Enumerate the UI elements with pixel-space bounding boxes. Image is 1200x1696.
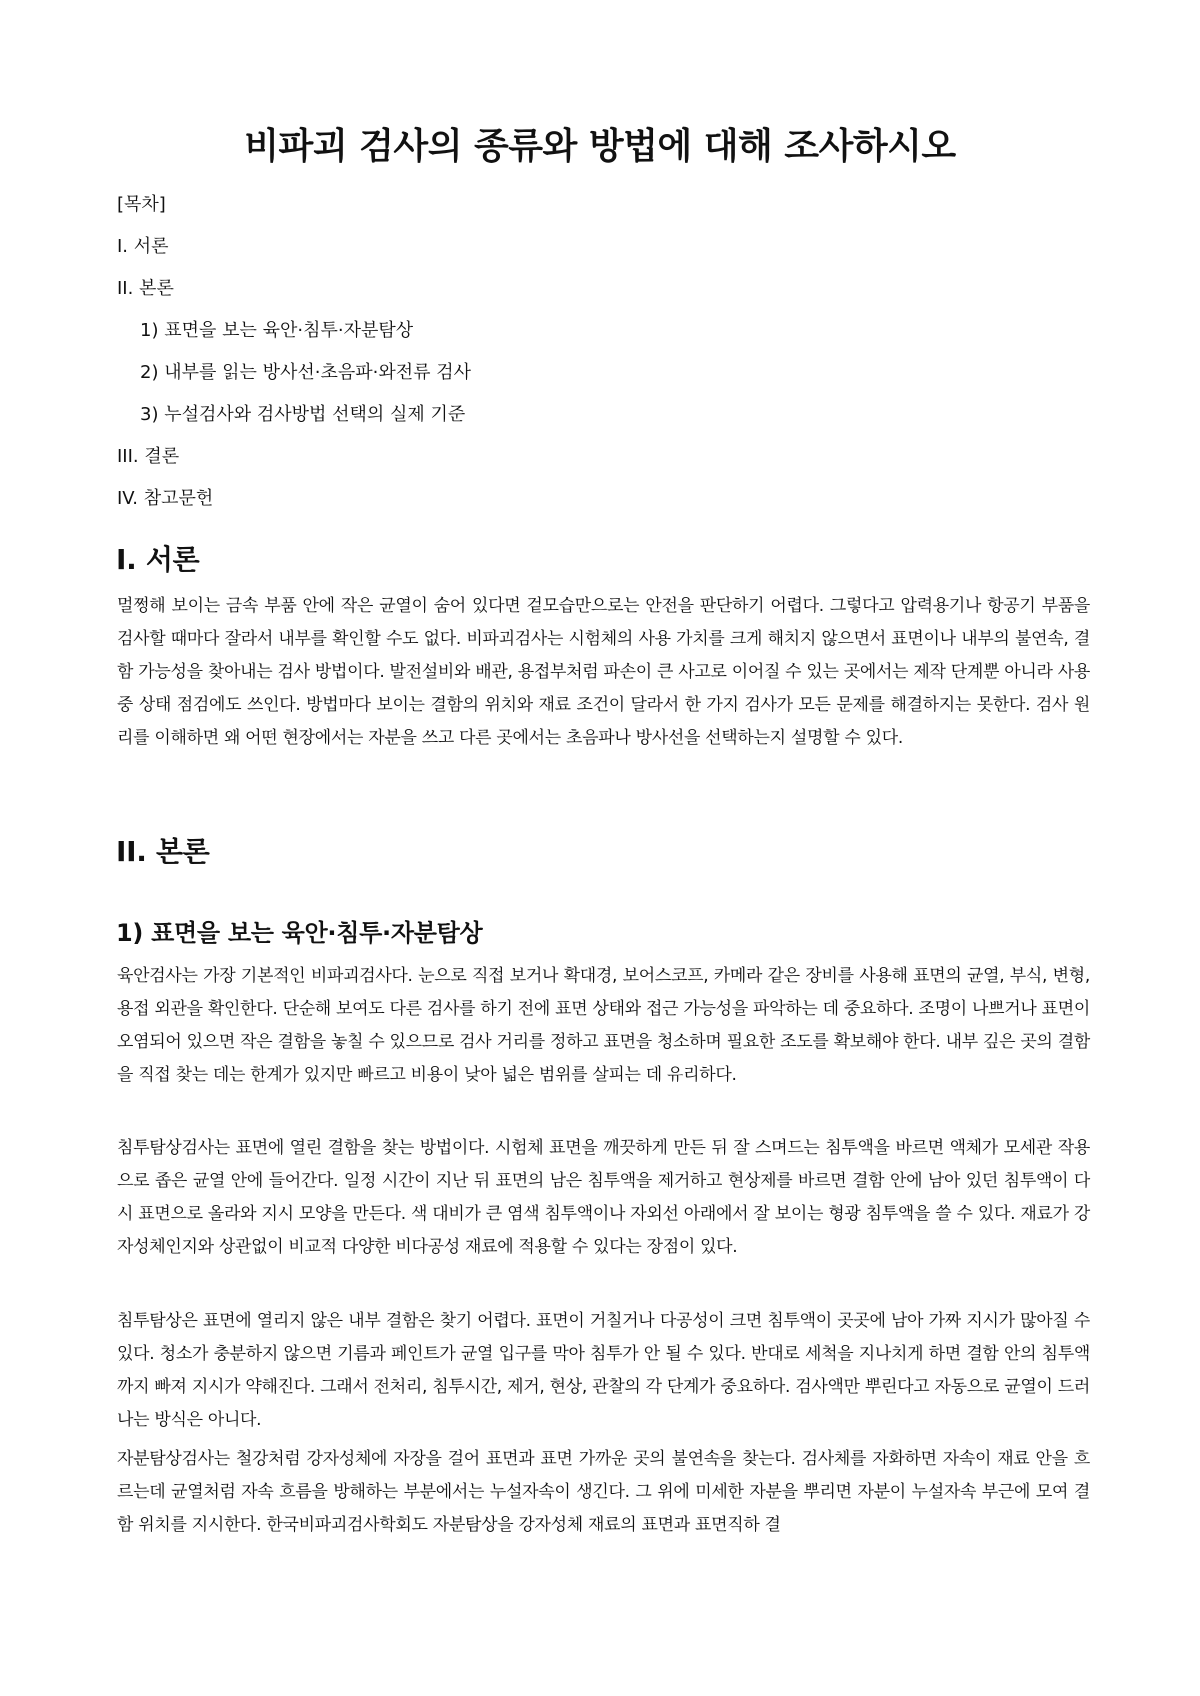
toc-subitem: 3) 누설검사와 검사방법 선택의 실제 기준 <box>140 404 466 425</box>
toc-item: II. 본론 <box>117 278 174 299</box>
body-paragraph: 자분탐상검사는 철강처럼 강자성체에 자장을 걸어 표면과 표면 가까운 곳의 불연속을 찾는다. 검사체를 자화하면 자속이 재료 안을 흐르는데 균열처럼 자속 흐름을 방해하는 부분에서는 누설자속이 생긴다. 그 위에 미세한 자분을 뿌리면 자분이 누설자속 부근에 모여 결함 위치를 지시한다. 한국비파괴검사학회도 자분탐상을 강자성체 재료의 표면과 표면직하 결 <box>117 1449 1090 1535</box>
table-of-contents <box>117 192 471 528</box>
body-paragraph: 침투탐상검사는 표면에 열린 결함을 찾는 방법이다. 시험체 표면을 깨끗하게 만든 뒤 잘 스며드는 침투액을 바르면 액체가 모세관 작용으로 좁은 균열 안에 들어간다. 일정 시간이 지난 뒤 표면의 남은 침투액을 제거하고 현상제를 바르면 결함 안에 남아 있던 침투액이 다시 표면으로 올라와 지시 모양을 만든다. 색 대비가 큰 염색 침투액이나 자외선 아래에서 잘 보이는 형광 침투액을 쓸 수 있다. 재료가 강자성체인지와 상관없이 비교적 다양한 비다공성 재료에 적용할 수 있다는 장점이 있다. <box>117 1138 1090 1257</box>
toc-item: I. 서론 <box>117 236 169 257</box>
toc-heading: [목차] <box>117 194 166 215</box>
section-heading-intro: I. 서론 <box>116 543 200 576</box>
intro-paragraph: 멀쩡해 보이는 금속 부품 안에 작은 균열이 숨어 있다면 겉모습만으로는 안전을 판단하기 어렵다. 그렇다고 압력용기나 항공기 부품을 검사할 때마다 잘라서 내부를 확인할 수도 없다. 비파괴검사는 시험체의 사용 가치를 크게 해치지 않으면서 표면이나 내부의 불연속, 결함 가능성을 찾아내는 검사 방법이다. 발전설비와 배관, 용접부처럼 파손이 큰 사고로 이어질 수 있는 곳에서는 제작 단계뿐 아니라 사용 중 상태 점검에도 쓰인다. 방법마다 보이는 결함의 위치와 재료 조건이 달라서 한 가지 검사가 모든 문제를 해결하지는 못한다. 검사 원리를 이해하면 왜 어떤 현장에서는 자분을 쓰고 다른 곳에서는 초음파나 방사선을 선택하는지 설명할 수 있다. <box>117 596 1090 748</box>
toc-subitem: 2) 내부를 읽는 방사선·초음파·와전류 검사 <box>140 362 472 383</box>
section-heading-body: II. 본론 <box>116 835 210 868</box>
toc-item: III. 결론 <box>117 446 180 467</box>
subsection-heading: 1) 표면을 보는 육안·침투·자분탐상 <box>116 919 483 947</box>
toc-subitem: 1) 표면을 보는 육안·침투·자분탐상 <box>140 320 414 341</box>
toc-item: IV. 참고문헌 <box>117 488 214 509</box>
body-paragraph: 육안검사는 가장 기본적인 비파괴검사다. 눈으로 직접 보거나 확대경, 보어스코프, 카메라 같은 장비를 사용해 표면의 균열, 부식, 변형, 용접 외관을 확인한다. 단순해 보여도 다른 검사를 하기 전에 표면 상태와 접근 가능성을 파악하는 데 중요하다. 조명이 나쁘거나 표면이 오염되어 있으면 작은 결함을 놓칠 수 있으므로 검사 거리를 정하고 표면을 청소하며 필요한 조도를 확보해야 한다. 내부 깊은 곳의 결함을 직접 찾는 데는 한계가 있지만 빠르고 비용이 낮아 넓은 범위를 살피는 데 유리하다. <box>117 966 1090 1085</box>
document-title: 비파괴 검사의 종류와 방법에 대해 조사하시오 <box>244 126 956 167</box>
body-paragraph: 침투탐상은 표면에 열리지 않은 내부 결함은 찾기 어렵다. 표면이 거칠거나 다공성이 크면 침투액이 곳곳에 남아 가짜 지시가 많아질 수 있다. 청소가 충분하지 않으면 기름과 페인트가 균열 입구를 막아 침투가 안 될 수 있다. 반대로 세척을 지나치게 하면 결함 안의 침투액까지 빠져 지시가 약해진다. 그래서 전처리, 침투시간, 제거, 현상, 관찰의 각 단계가 중요하다. 검사액만 뿌린다고 자동으로 균열이 드러나는 방식은 아니다. <box>117 1311 1090 1430</box>
